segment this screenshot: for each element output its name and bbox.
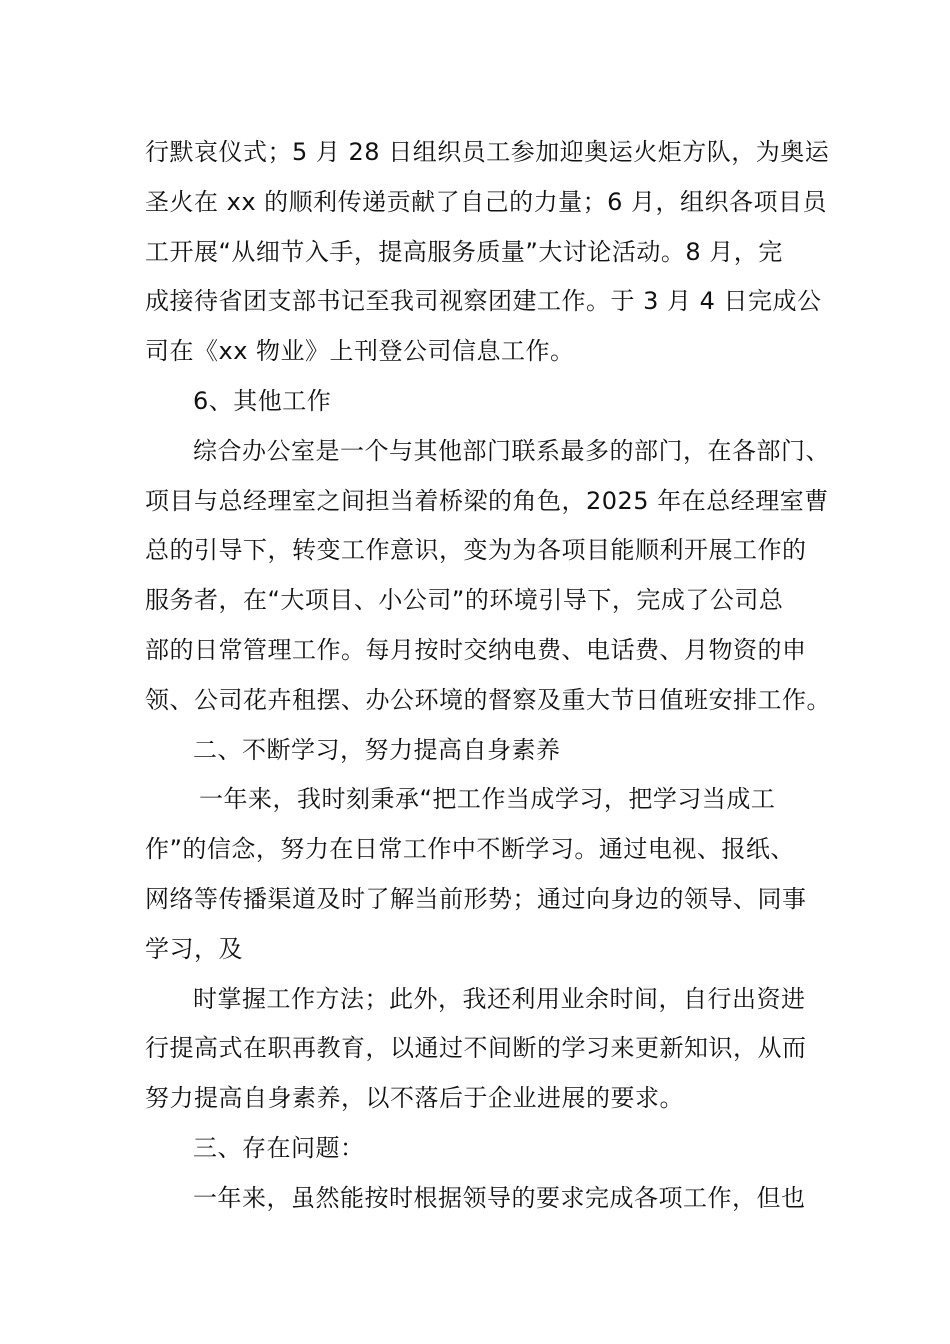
text-line: 工开展“从细节入手，提高服务质量”大讨论活动。8 月，完 [145, 237, 783, 266]
text-line: 项目与总经理室之间担当着桥梁的角色，2025 年在总经理室曹 [145, 486, 829, 515]
text-line: 圣火在 xx 的顺利传递贡献了自己的力量；6 月，组织各项目员 [145, 187, 828, 216]
text-line: 二、不断学习，努力提高自身素养 [193, 735, 561, 764]
text-line: 领、公司花卉租摆、办公环境的督察及重大节日值班安排工作。 [145, 685, 831, 714]
text-line: 一年来，虽然能按时根据领导的要求完成各项工作，但也 [193, 1183, 806, 1212]
text-line: 部的日常管理工作。每月按时交纳电费、电话费、月物资的申 [145, 635, 807, 664]
text-line: 6、其他工作 [193, 386, 332, 415]
text-line: 网络等传播渠道及时了解当前形势；通过向身边的领导、同事 [145, 884, 807, 913]
text-line: 作”的信念，努力在日常工作中不断学习。通过电视、报纸、 [145, 835, 795, 864]
document-body [145, 128, 831, 1224]
text-line: 总的引导下，转变工作意识，变为为各项目能顺利开展工作的 [145, 536, 807, 565]
text-line: 综合办公室是一个与其他部门联系最多的部门，在各部门、 [193, 436, 830, 465]
text-line: 成接待省团支部书记至我司视察团建工作。于 3 月 4 日完成公 [145, 287, 822, 316]
text-line: 行提高式在职再教育，以通过不间断的学习来更新知识，从而 [145, 1034, 807, 1063]
text-line: 一年来，我时刻秉承“把工作当成学习，把学习当成工 [199, 785, 776, 814]
text-line: 行默哀仪式；5 月 28 日组织员工参加迎奥运火炬方队，为奥运 [145, 138, 830, 166]
text-line: 服务者，在“大项目、小公司”的环境引导下，完成了公司总 [145, 586, 784, 615]
text-line: 学习，及 [145, 934, 243, 963]
text-line: 三、存在问题： [193, 1133, 365, 1162]
text-line: 时掌握工作方法；此外，我还利用业余时间，自行出资进 [193, 984, 806, 1013]
text-line: 司在《xx 物业》上刊登公司信息工作。 [145, 337, 575, 366]
text-line: 努力提高自身素养，以不落后于企业进展的要求。 [145, 1084, 684, 1113]
